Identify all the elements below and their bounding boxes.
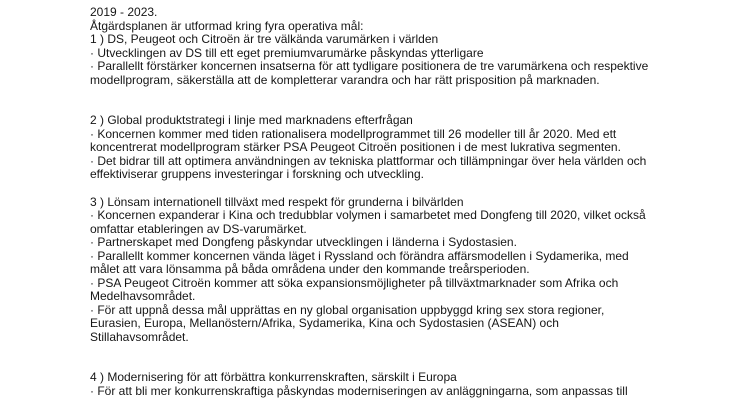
plan-period-line: 2019 - 2023. bbox=[90, 5, 158, 19]
intro-line: Åtgärdsplanen är utformad kring fyra operativa mål: bbox=[90, 18, 364, 33]
bullet-line: · För att uppnå dessa mål upprättas en ny global organisation uppbyggd kring sex stora regioner, Eurasien, Europa, Mellanöstern/Afrika, Sydamerika, Kina och Sydostasien (ASEAN) och Stillahavsområdet. bbox=[90, 302, 605, 344]
bullet-line: · Koncernen kommer med tiden rationalisera modellprogrammet till 26 modeller till år 2020. Med ett koncentrerat modellprogram stärker PSA Peugeot Citroën positionen i de mest lukrativa segmenten. bbox=[90, 126, 621, 154]
section-heading: 3 ) Lönsam internationell tillväxt med respekt för grunderna i bilvärlden bbox=[90, 194, 464, 209]
bullet-line: · Koncernen expanderar i Kina och tredubblar volymen i samarbetet med Dongfeng till 2020, vilket också omfattar etableringen av DS-varumärket. bbox=[90, 208, 646, 236]
bullet-line: · Partnerskapet med Dongfeng påskyndar utvecklingen i länderna i Sydostasien. bbox=[90, 235, 517, 249]
bullet-line: · Utvecklingen av DS till ett eget premiumvarumärke påskyndas ytterligare bbox=[90, 45, 484, 60]
bullet-line: · Parallellt förstärker koncernen insatserna för att tydligare positionera de tre varumärkena och respektive modellprogram, säkerställa att de kompletterar varandra och har rätt prisposition på marknaden. bbox=[90, 59, 649, 87]
bullet-line: · För att bli mer konkurrenskraftiga påskyndas moderniseringen av anläggningarna, som anpassas till bbox=[90, 383, 628, 398]
section-heading: 2 ) Global produktstrategi i linje med marknadens efterfrågan bbox=[90, 113, 413, 127]
document-page bbox=[90, 6, 650, 398]
section-heading: 1 ) DS, Peugeot och Citroën är tre välkända varumärken i världen bbox=[90, 32, 439, 46]
section-1 bbox=[90, 33, 650, 87]
section-heading: 4 ) Modernisering för att förbättra konkurrenskraften, särskilt i Europa bbox=[90, 370, 457, 384]
bullet-line: · Det bidrar till att optimera användningen av tekniska plattformar och tillämpningar över hela världen och effektiviserar gruppens investeringar i forskning och utveckling. bbox=[90, 153, 647, 181]
section-2 bbox=[90, 114, 650, 182]
section-4 bbox=[90, 371, 650, 398]
section-3 bbox=[90, 196, 650, 345]
bullet-line: · PSA Peugeot Citroën kommer att söka expansionsmöjligheter på tillväxtmarknader som Afrika och Medelhavsområdet. bbox=[90, 275, 619, 303]
sections-container bbox=[90, 33, 650, 398]
bullet-line: · Parallellt kommer koncernen vända läget i Ryssland och förändra affärsmodellen i Sydamerika, med målet att vara lönsamma på båda områdena under den kommande treårsperioden. bbox=[90, 248, 629, 276]
